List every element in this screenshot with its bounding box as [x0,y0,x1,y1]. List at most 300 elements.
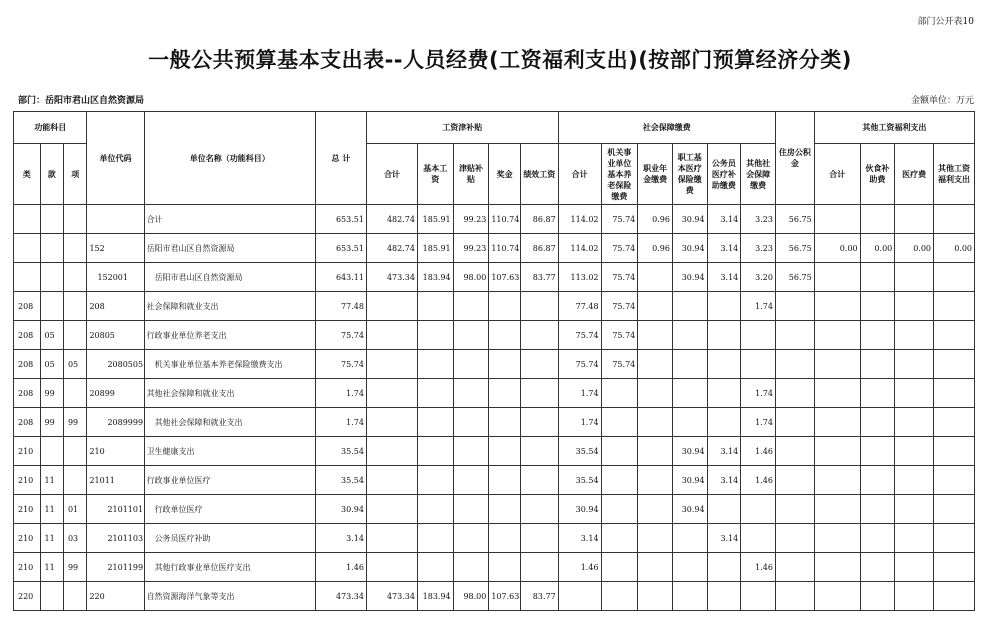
table-cell [775,582,814,611]
table-cell: 75.74 [601,205,638,234]
table-cell [489,350,521,379]
table-cell [741,495,776,524]
table-cell [40,234,63,263]
table-cell [638,495,673,524]
table-cell: 98.00 [453,582,489,611]
table-cell [895,263,934,292]
table-cell [489,408,521,437]
table-cell: 2101199 [87,553,144,582]
table-cell [14,234,41,263]
table-cell [417,292,453,321]
table-cell [601,582,638,611]
table-row [14,379,975,408]
table-cell: 2089999 [87,408,144,437]
table-cell: 3.14 [707,234,741,263]
table-cell [453,553,489,582]
table-cell: 30.94 [672,205,707,234]
table-cell [814,321,860,350]
table-cell [741,582,776,611]
table-cell [814,582,860,611]
table-cell [814,350,860,379]
table-cell [741,350,776,379]
header-medical-fee: 医疗费 [895,144,934,205]
table-cell [895,292,934,321]
table-cell [814,292,860,321]
table-cell [707,553,741,582]
table-cell [638,292,673,321]
table-cell [707,292,741,321]
table-cell [453,408,489,437]
table-cell: 05 [63,350,86,379]
table-cell: 152 [87,234,144,263]
table-cell [814,379,860,408]
table-cell: 30.94 [672,466,707,495]
table-cell: 208 [14,379,41,408]
table-cell: 11 [40,524,63,553]
table-cell: 98.00 [453,263,489,292]
header-wage-group: 工资津补贴 [366,112,558,144]
table-cell [366,321,417,350]
table-cell [775,379,814,408]
table-cell: 83.77 [520,582,558,611]
table-cell: 107.63 [489,582,521,611]
table-cell [934,321,975,350]
table-cell [520,437,558,466]
table-cell: 77.48 [558,292,601,321]
table-cell: 1.46 [741,437,776,466]
table-row [14,263,975,292]
table-cell: 1.46 [741,466,776,495]
table-cell: 30.94 [672,263,707,292]
table-cell [775,408,814,437]
table-cell [366,408,417,437]
table-cell [601,553,638,582]
table-cell [860,292,895,321]
table-cell [707,582,741,611]
table-cell: 210 [87,437,144,466]
table-cell [520,379,558,408]
table-cell: 208 [14,321,41,350]
header-func-subject: 功能科目 [14,112,87,144]
table-cell: 0.00 [860,234,895,263]
table-cell [453,524,489,553]
table-cell [775,321,814,350]
table-cell [453,495,489,524]
table-cell [366,524,417,553]
header-other-social: 其他社会保障缴费 [741,144,776,205]
table-cell [40,582,63,611]
table-cell [489,524,521,553]
table-cell [860,524,895,553]
header-social-group: 社会保障缴费 [558,112,775,144]
table-cell [895,495,934,524]
table-cell [707,495,741,524]
table-row [14,408,975,437]
table-cell [638,437,673,466]
table-cell: 30.94 [672,495,707,524]
table-cell: 05 [40,350,63,379]
table-cell [707,321,741,350]
table-cell: 75.74 [558,321,601,350]
table-cell [775,437,814,466]
table-cell: 1.74 [741,379,776,408]
table-cell [895,582,934,611]
header-other-total: 合计 [814,144,860,205]
header-allowance: 津贴补贴 [453,144,489,205]
table-cell [672,553,707,582]
table-cell [934,408,975,437]
table-cell [707,408,741,437]
table-row [14,205,975,234]
table-cell [638,408,673,437]
table-cell: 185.91 [417,234,453,263]
table-cell [63,205,86,234]
table-cell [63,466,86,495]
table-cell: 75.74 [601,263,638,292]
header-medical-insurance: 职工基本医疗保险缴费 [672,144,707,205]
table-cell [520,495,558,524]
table-cell: 99 [40,408,63,437]
table-cell: 210 [14,495,41,524]
table-cell: 30.94 [315,495,366,524]
table-cell: 56.75 [775,234,814,263]
table-cell: 482.74 [366,205,417,234]
table-cell: 110.74 [489,205,521,234]
table-cell [638,553,673,582]
table-cell [417,379,453,408]
table-cell: 3.23 [741,234,776,263]
table-cell [453,321,489,350]
table-cell [489,553,521,582]
table-cell: 2101103 [87,524,144,553]
header-social-total: 合计 [558,144,601,205]
table-cell [638,379,673,408]
table-cell: 其他行政事业单位医疗支出 [144,553,315,582]
table-row [14,495,975,524]
table-cell [453,350,489,379]
table-cell [489,321,521,350]
table-cell [520,321,558,350]
table-cell [520,408,558,437]
table-cell [814,437,860,466]
header-annuity: 职业年金缴费 [638,144,673,205]
table-cell: 3.14 [707,466,741,495]
table-cell: 机关事业单位基本养老保险缴费支出 [144,350,315,379]
table-cell: 473.34 [366,582,417,611]
table-cell [934,263,975,292]
table-cell: 210 [14,524,41,553]
table-cell [895,524,934,553]
header-other-group: 其他工资福利支出 [814,112,974,144]
table-cell [814,408,860,437]
table-cell [860,582,895,611]
table-cell [934,553,975,582]
table-cell [40,205,63,234]
table-cell: 社会保障和就业支出 [144,292,315,321]
table-cell: 3.14 [315,524,366,553]
table-cell [672,524,707,553]
table-cell [558,582,601,611]
table-cell [775,350,814,379]
table-cell: 114.02 [558,205,601,234]
table-cell [417,437,453,466]
table-cell: 1.74 [315,379,366,408]
table-cell: 1.46 [315,553,366,582]
table-cell: 行政单位医疗 [144,495,315,524]
table-row [14,466,975,495]
table-cell: 75.74 [601,350,638,379]
table-cell [63,234,86,263]
table-cell [489,495,521,524]
table-cell [417,466,453,495]
table-cell: 99 [40,379,63,408]
table-cell: 208 [14,408,41,437]
table-cell [366,292,417,321]
table-cell [814,524,860,553]
table-cell: 35.54 [315,466,366,495]
table-cell [860,205,895,234]
table-cell: 86.87 [520,234,558,263]
table-cell: 03 [63,524,86,553]
table-cell: 35.54 [558,466,601,495]
table-cell [601,524,638,553]
table-cell: 107.63 [489,263,521,292]
table-cell [934,582,975,611]
table-cell: 20899 [87,379,144,408]
table-cell: 208 [14,292,41,321]
table-cell [860,466,895,495]
table-cell [417,350,453,379]
table-cell: 75.74 [601,321,638,350]
header-pension: 机关事业单位基本养老保险缴费 [601,144,638,205]
table-row [14,234,975,263]
table-cell [672,350,707,379]
table-cell: 210 [14,437,41,466]
table-body [14,205,975,611]
table-cell: 220 [14,582,41,611]
table-cell [417,495,453,524]
table-cell [895,553,934,582]
table-cell [489,379,521,408]
table-cell: 35.54 [315,437,366,466]
header-housing-fund: 住房公积金 [775,112,814,205]
table-cell [601,379,638,408]
table-cell [601,408,638,437]
table-cell [417,321,453,350]
table-cell [672,379,707,408]
header-total: 总 计 [315,112,366,205]
table-cell: 01 [63,495,86,524]
table-cell [860,553,895,582]
table-cell: 3.14 [707,524,741,553]
table-cell [417,524,453,553]
table-cell [860,321,895,350]
table-cell: 30.94 [672,234,707,263]
table-cell [860,263,895,292]
table-cell: 75.74 [601,234,638,263]
table-row [14,553,975,582]
table-cell [63,437,86,466]
table-cell: 岳阳市君山区自然资源局 [144,234,315,263]
table-cell: 110.74 [489,234,521,263]
table-cell [707,350,741,379]
table-cell [453,437,489,466]
table-cell: 11 [40,495,63,524]
table-cell: 208 [87,292,144,321]
table-cell: 1.74 [558,408,601,437]
table-cell [741,524,776,553]
table-cell [895,466,934,495]
table-cell [860,408,895,437]
header-xiang: 项 [63,144,86,205]
table-cell [672,582,707,611]
table-cell [14,205,41,234]
table-cell: 0.00 [934,234,975,263]
table-cell: 卫生健康支出 [144,437,315,466]
table-cell [672,321,707,350]
table-cell [895,408,934,437]
page-title: 一般公共预算基本支出表--人员经费(工资福利支出)(按部门预算经济分类) [148,48,852,72]
amount-unit-label: 金额单位：万元 [910,96,974,106]
table-cell [366,553,417,582]
table-cell: 30.94 [558,495,601,524]
table-cell [520,524,558,553]
header-wage-total: 合计 [366,144,417,205]
table-cell [638,350,673,379]
header-kuan: 款 [40,144,63,205]
header-lei: 类 [14,144,41,205]
table-cell: 30.94 [672,437,707,466]
table-cell: 1.74 [741,292,776,321]
table-cell [814,466,860,495]
table-cell: 3.20 [741,263,776,292]
header-civil-medical: 公务员医疗补助缴费 [707,144,741,205]
table-cell: 35.54 [558,437,601,466]
table-cell [63,321,86,350]
table-cell: 11 [40,553,63,582]
table-cell: 473.34 [366,263,417,292]
table-cell [934,292,975,321]
table-row [14,292,975,321]
table-cell [775,495,814,524]
table-cell [366,437,417,466]
table-cell [814,205,860,234]
table-cell [489,292,521,321]
table-cell [934,379,975,408]
header-meal-allowance: 伙食补助费 [860,144,895,205]
table-cell: 3.14 [558,524,601,553]
table-cell: 185.91 [417,205,453,234]
table-cell [814,495,860,524]
table-cell [775,553,814,582]
table-cell: 1.74 [741,408,776,437]
table-cell [775,466,814,495]
table-cell: 183.94 [417,263,453,292]
table-cell [672,408,707,437]
table-cell: 行政事业单位医疗 [144,466,315,495]
table-cell: 482.74 [366,234,417,263]
table-cell [14,263,41,292]
table-cell [638,263,673,292]
table-cell [895,437,934,466]
table-cell: 合计 [144,205,315,234]
table-cell: 0.00 [895,234,934,263]
table-cell [638,524,673,553]
table-cell: 210 [14,466,41,495]
table-cell [520,553,558,582]
table-cell: 75.74 [601,292,638,321]
table-cell: 113.02 [558,263,601,292]
table-cell: 行政事业单位养老支出 [144,321,315,350]
table-cell [601,466,638,495]
table-cell [638,466,673,495]
table-cell: 3.14 [707,205,741,234]
table-cell [775,292,814,321]
table-cell: 56.75 [775,205,814,234]
table-cell [895,205,934,234]
table-cell: 77.48 [315,292,366,321]
table-cell [63,582,86,611]
table-cell [707,379,741,408]
table-cell [638,321,673,350]
table-cell [520,350,558,379]
table-cell [40,292,63,321]
table-cell [601,437,638,466]
table-cell [489,437,521,466]
table-cell: 653.51 [315,205,366,234]
table-cell [453,292,489,321]
table-cell [520,292,558,321]
table-cell: 99.23 [453,234,489,263]
table-cell: 86.87 [520,205,558,234]
table-cell: 1.74 [558,379,601,408]
table-cell [63,292,86,321]
table-cell: 05 [40,321,63,350]
header-bonus: 奖金 [489,144,521,205]
table-cell [366,350,417,379]
table-cell [601,495,638,524]
table-cell: 83.77 [520,263,558,292]
table-cell [775,524,814,553]
table-cell: 3.14 [707,437,741,466]
table-cell [489,466,521,495]
table-cell: 114.02 [558,234,601,263]
table-cell [934,350,975,379]
table-cell: 其他社会保障和就业支出 [144,408,315,437]
table-cell [87,205,144,234]
table-cell: 自然资源海洋气象等支出 [144,582,315,611]
table-cell [40,437,63,466]
table-row [14,350,975,379]
budget-table [13,111,975,611]
table-cell [417,553,453,582]
report-number-label: 部门公开表10 [917,17,974,27]
table-cell: 3.23 [741,205,776,234]
table-cell: 21011 [87,466,144,495]
table-cell [934,524,975,553]
table-cell: 152001 [87,263,144,292]
table-cell: 公务员医疗补助 [144,524,315,553]
table-cell [520,466,558,495]
table-cell: 2101101 [87,495,144,524]
header-unit-name: 单位名称（功能科目） [144,112,315,205]
table-cell: 210 [14,553,41,582]
table-cell: 473.34 [315,582,366,611]
table-cell: 其他社会保障和就业支出 [144,379,315,408]
table-cell [453,379,489,408]
table-cell: 2080505 [87,350,144,379]
table-cell: 11 [40,466,63,495]
